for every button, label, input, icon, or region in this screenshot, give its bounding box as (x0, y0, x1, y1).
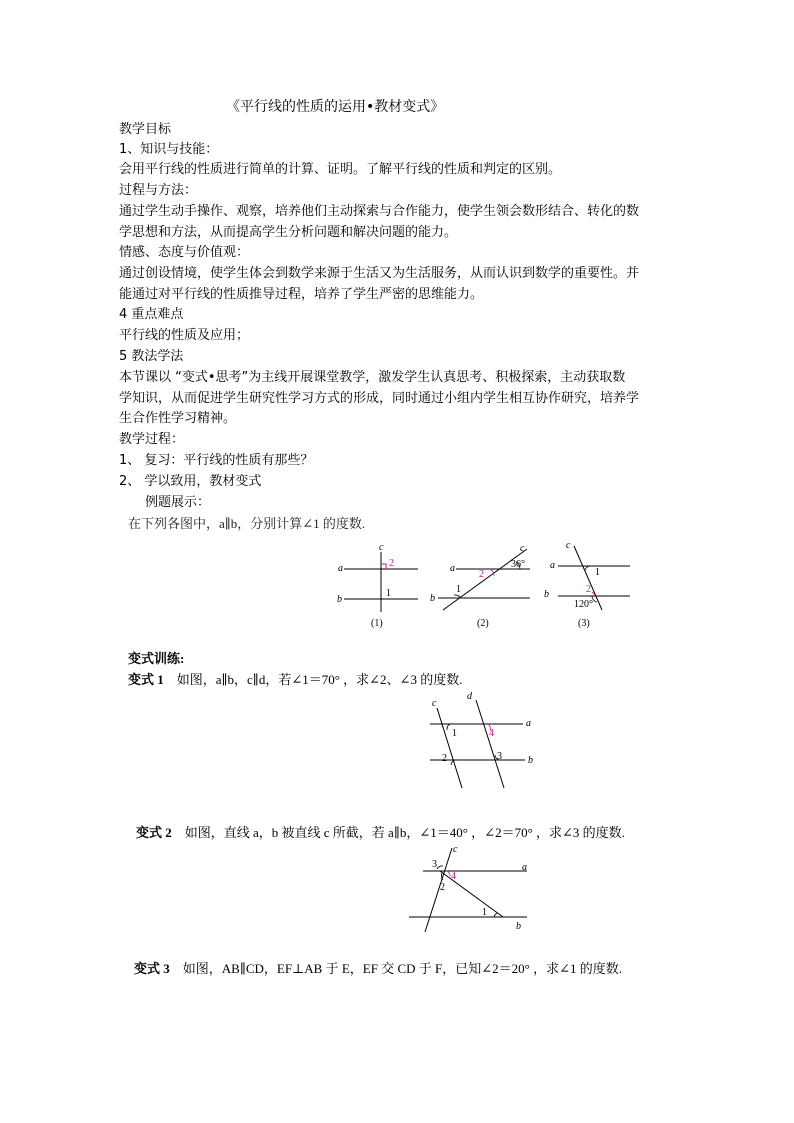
objectives-heading: 教学目标 (119, 122, 172, 137)
fig2-label-c: c (520, 543, 525, 554)
fig5-label-c: c (453, 844, 458, 855)
fig3-angle-2: 2 (586, 584, 591, 595)
fig2-label-b: b (430, 593, 435, 604)
method-text-1: 本节课以 “变式•思考”为主线开展课堂教学，激发学生认真思考、积极探索，主动获取数 (119, 370, 626, 385)
variant-3-text: 如图，AB∥CD，EF⊥AB 于 E，EF 交 CD 于 F，已知∠2＝20° ，求∠1 的度数. (182, 961, 622, 976)
page-title: 《平行线的性质的运用•教材变式》 (226, 99, 445, 115)
fig2-given: 36° (511, 559, 525, 570)
fig4-angle-2: 2 (442, 753, 447, 764)
variant-2 (136, 824, 625, 841)
variant-1 (128, 671, 462, 688)
fig5-label-a: a (522, 862, 527, 873)
method-text-3: 生合作性学习精神。 (119, 411, 237, 426)
process-text-1: 通过学生动手操作、观察，培养他们主动探索与合作能力，使学生领会数形结合、转化的数 (119, 204, 640, 219)
fig4-angle-4: 4 (489, 728, 494, 739)
process-heading: 过程与方法： (119, 183, 198, 198)
step-2: 2、 学以致用，教材变式 (119, 474, 262, 489)
fig5-angle-2: 2 (440, 882, 445, 893)
fig4-angle-1: 1 (452, 728, 457, 739)
emotion-heading: 情感、态度与价值观： (119, 245, 250, 260)
fig1-label-b: b (337, 594, 342, 605)
method-heading: 5 教法学法 (119, 349, 184, 364)
variant-3-label: 变式 3 (134, 961, 170, 976)
knowledge-text: 会用平行线的性质进行简单的计算、证明。了解平行线的性质和判定的区别。 (119, 162, 562, 177)
figure-2 (428, 540, 538, 635)
fig1-label-c: c (379, 542, 384, 553)
emotion-text-1: 通过创设情境，使学生体会到数学来源于生活又为生活服务，从而认识到数学的重要性。并 (119, 266, 640, 281)
fig3-label-b: b (544, 589, 549, 600)
fig4-label-b: b (528, 755, 533, 766)
variant-3 (134, 960, 622, 977)
training-heading: 变式训练: (128, 651, 185, 666)
key-text: 平行线的性质及应用； (119, 328, 250, 343)
fig5-angle-4: 4 (451, 871, 456, 882)
fig4-label-c: c (432, 698, 437, 709)
variant-1-label: 变式 1 (128, 672, 164, 687)
variant-2-text: 如图，直线 a，b 被直线 c 所截，若 a∥b，∠1＝40° ，∠2＝70° ，求∠3 的度数. (184, 825, 625, 840)
method-text-2: 学知识，从而促进学生研究性学习方式的形成，同时通过小组内学生相互协作研究，培养学 (119, 391, 640, 406)
variant-1-text: 如图，a∥b，c∥d，若∠1＝70° ，求∠2、∠3 的度数. (176, 672, 463, 687)
fig3-caption: (3) (578, 618, 590, 629)
fig2-label-a: a (450, 563, 455, 574)
figure-5 (405, 842, 535, 937)
fig1-angle-2: 2 (389, 558, 394, 569)
fig3-angle-1: 1 (595, 567, 600, 578)
fig5-label-b: b (516, 921, 521, 932)
fig3-given: 120° (574, 599, 593, 610)
fig1-caption: (1) (371, 618, 383, 629)
example-text: 在下列各图中，a∥b，分别计算∠1 的度数. (128, 516, 366, 531)
step-1: 1、 复习：平行线的性质有那些？ (119, 453, 314, 468)
fig3-label-c: c (566, 540, 571, 551)
figure-1 (330, 540, 430, 635)
fig3-label-a: a (550, 560, 555, 571)
figure-3 (538, 540, 638, 635)
fig5-angle-3: 3 (432, 859, 437, 870)
fig2-caption: (2) (477, 618, 489, 629)
emotion-text-2: 能通过对平行线的性质推导过程，培养了学生严密的思维能力。 (119, 287, 484, 302)
key-heading: 4 重点难点 (119, 307, 184, 322)
fig4-label-a: a (526, 718, 531, 729)
fig4-label-d: d (467, 691, 472, 702)
fig1-angle-1: 1 (386, 588, 391, 599)
variant-2-label: 变式 2 (136, 825, 172, 840)
fig4-angle-3: 3 (497, 751, 502, 762)
fig1-label-a: a (338, 563, 343, 574)
fig2-angle-1: 1 (456, 584, 461, 595)
fig5-angle-1: 1 (482, 907, 487, 918)
knowledge-heading: 1、知识与技能： (119, 142, 219, 157)
example-heading: 例题展示： (145, 495, 211, 510)
process2-heading: 教学过程： (119, 432, 185, 447)
process-text-2: 学思想和方法，从而提高学生分析问题和解决问题的能力。 (119, 225, 458, 240)
fig2-angle-2: 2 (479, 569, 484, 580)
figure-4 (420, 688, 545, 798)
